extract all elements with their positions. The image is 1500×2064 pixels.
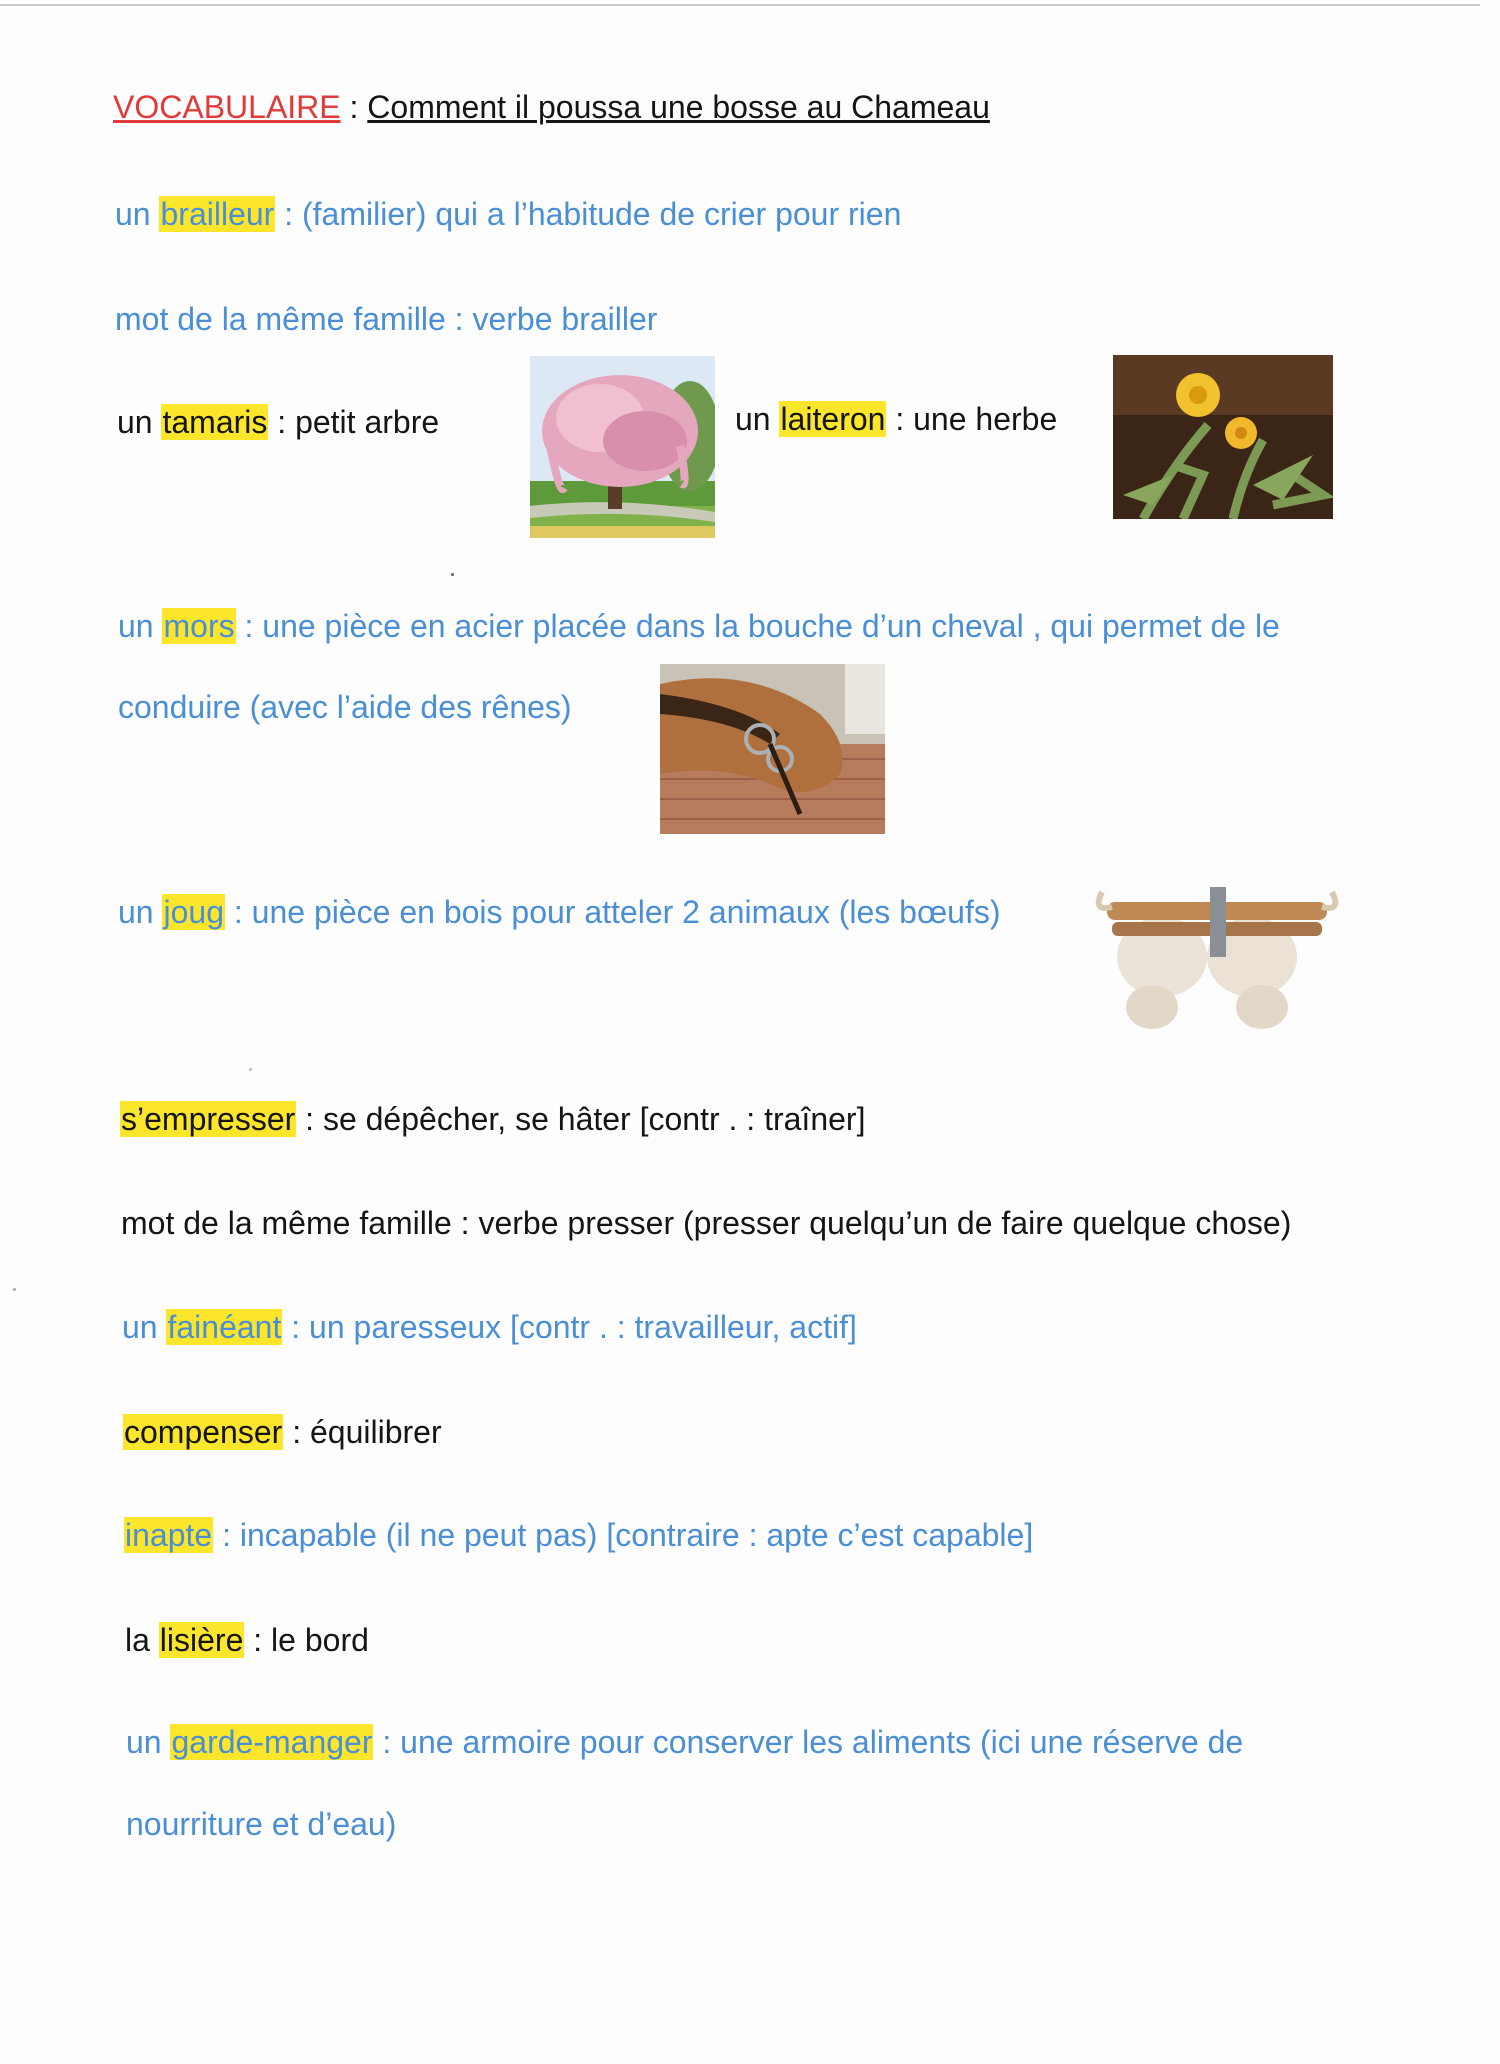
page-title: [113, 88, 990, 126]
entry-article: un: [117, 404, 162, 440]
entry-faineant: [122, 1308, 857, 1346]
entry-definition: : le bord: [244, 1622, 369, 1658]
entry-definition: : une pièce en acier placée dans la bouche d’un cheval , qui permet de le: [235, 608, 1280, 644]
entry-article: un: [118, 608, 163, 644]
entry-word: laiteron: [780, 401, 886, 437]
title-separator: :: [340, 89, 368, 125]
entry-word: fainéant: [167, 1309, 282, 1345]
scan-speck: [451, 573, 454, 576]
entry-mors-continuation: conduire (avec l’aide des rênes): [118, 689, 572, 725]
scan-speck: [249, 1068, 252, 1071]
entry-brailleur: [115, 195, 901, 233]
entry-word: s’empresser: [121, 1101, 296, 1137]
entry-definition: : se dépêcher, se hâter [contr . : traîner]: [296, 1101, 866, 1137]
entry-article: un: [126, 1724, 171, 1760]
entry-word: tamaris: [162, 404, 268, 440]
entry-definition: : une armoire pour conserver les aliments (ici une réserve de: [373, 1724, 1244, 1760]
entry-compenser: [123, 1413, 442, 1451]
entry-family-presser: mot de la même famille : verbe presser (presser quelqu’un de faire quelque chose): [121, 1205, 1292, 1241]
entry-garde-manger: [126, 1723, 1243, 1761]
entry-article: la: [125, 1622, 159, 1658]
tamaris-tree-image: [530, 356, 715, 538]
entry-garde-manger-continuation: nourriture et d’eau): [126, 1806, 397, 1842]
entry-sempresser: [120, 1100, 865, 1138]
entry-definition: : incapable (il ne peut pas) [contraire : apte c’est capable]: [213, 1517, 1034, 1553]
entry-word: joug: [163, 894, 224, 930]
entry-article: un: [118, 894, 163, 930]
entry-article: un: [122, 1309, 167, 1345]
entry-inapte: [124, 1516, 1033, 1554]
entry-definition: : un paresseux [contr . : travailleur, actif]: [282, 1309, 857, 1345]
entry-word: lisière: [159, 1622, 244, 1658]
horse-bit-image: [660, 664, 885, 834]
entry-joug: [118, 893, 1001, 931]
entry-word: inapte: [125, 1517, 213, 1553]
entry-definition: : (familier) qui a l’habitude de crier pour rien: [275, 196, 902, 232]
entry-lisiere: [125, 1621, 369, 1659]
entry-family-brailler: mot de la même famille : verbe brailler: [115, 301, 658, 337]
page-top-border: [0, 4, 1480, 6]
ox-yoke-image: [1092, 872, 1342, 1040]
entry-mors: [118, 607, 1280, 645]
title-subtitle: Comment il poussa une bosse au Chameau: [367, 89, 990, 125]
entry-word: garde-manger: [171, 1724, 373, 1760]
entry-word: mors: [163, 608, 235, 644]
entry-definition: : équilibrer: [283, 1414, 442, 1450]
entry-definition: : une pièce en bois pour atteler 2 animaux (les bœufs): [224, 894, 1001, 930]
entry-article: un: [115, 196, 160, 232]
entry-definition: : petit arbre: [268, 404, 440, 440]
entry-laiteron: [735, 400, 1057, 438]
entry-word: compenser: [124, 1414, 283, 1450]
laiteron-flower-image: [1113, 355, 1333, 519]
title-label: VOCABULAIRE: [113, 89, 341, 125]
entry-word: brailleur: [160, 196, 275, 232]
entry-definition: : une herbe: [886, 401, 1058, 437]
entry-article: un: [735, 401, 780, 437]
scan-speck: [13, 1288, 16, 1291]
entry-tamaris: [117, 403, 439, 441]
